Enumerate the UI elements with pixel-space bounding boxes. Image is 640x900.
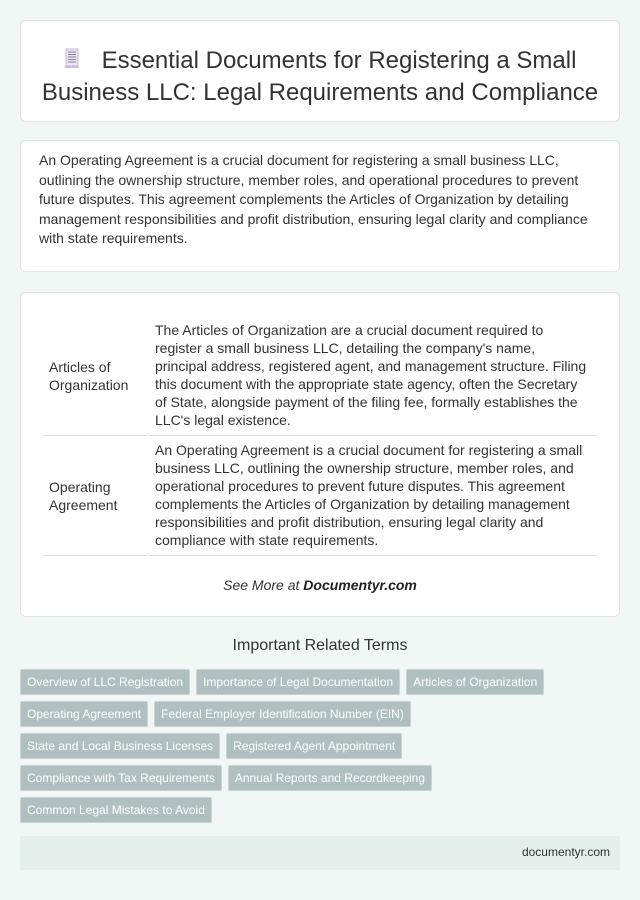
title-text: Essential Documents for Registering a Small Business LLC: Legal Requirements and Compliance bbox=[41, 47, 599, 106]
summary-text: An Operating Agreement is a crucial document for registering a small business LLC, outlining the ownership structure, member roles, and operational procedures to prevent future disputes. This agreement complements the Articles of Organization by detailing management responsibilities and profit distribution, ensuring legal clarity and compliance with state requirements. bbox=[39, 152, 588, 246]
documents-table-card bbox=[20, 292, 620, 617]
table-row bbox=[43, 436, 597, 556]
see-more-prefix: See More at bbox=[223, 577, 304, 593]
page-title bbox=[41, 45, 599, 109]
document-icon bbox=[64, 47, 80, 67]
description-cell: The Articles of Organization are a crucial document required to register a small business LLC, detailing the company's name, principal address, registered agent, and management structure. Filing this document with the appropriate state agency, often the Secretary of State, alongside payment of the filing fee, formally establishes the LLC's legal existence. bbox=[149, 316, 597, 436]
related-term-tag[interactable]: Common Legal Mistakes to Avoid bbox=[20, 797, 212, 823]
summary-card bbox=[20, 140, 620, 272]
related-term-tag[interactable]: Operating Agreement bbox=[20, 701, 148, 727]
documents-table bbox=[41, 316, 599, 556]
tag-row bbox=[20, 797, 620, 823]
related-term-tag[interactable]: Annual Reports and Recordkeeping bbox=[228, 765, 432, 791]
related-term-tag[interactable]: Compliance with Tax Requirements bbox=[20, 765, 222, 791]
description-cell: An Operating Agreement is a crucial document for registering a small business LLC, outlining the ownership structure, member roles, and operational procedures to prevent future disputes. This agreement complements the Articles of Organization by detailing management responsibilities and profit distribution, ensuring legal clarity and compliance with state requirements. bbox=[149, 436, 597, 556]
term-cell: Operating Agreement bbox=[43, 436, 147, 556]
header-card bbox=[20, 20, 620, 122]
related-term-tag[interactable]: Articles of Organization bbox=[406, 669, 544, 695]
tag-row bbox=[20, 701, 620, 727]
table-row bbox=[43, 316, 597, 436]
related-term-tag[interactable]: Registered Agent Appointment bbox=[226, 733, 402, 759]
footer-site-link[interactable]: documentyr.com bbox=[521, 845, 610, 859]
related-term-tag[interactable]: Federal Employer Identification Number (EIN) bbox=[154, 701, 411, 727]
related-terms-heading: Important Related Terms bbox=[232, 637, 408, 654]
related-term-tag[interactable]: State and Local Business Licenses bbox=[20, 733, 220, 759]
related-term-tag[interactable]: Importance of Legal Documentation bbox=[196, 669, 400, 695]
see-more bbox=[21, 577, 619, 593]
see-more-link[interactable]: Documentyr.com bbox=[303, 577, 417, 593]
term-cell: Articles of Organization bbox=[43, 316, 147, 436]
tag-row bbox=[20, 733, 620, 759]
tag-row bbox=[20, 765, 620, 791]
footer bbox=[20, 836, 620, 870]
related-terms-list bbox=[20, 669, 620, 829]
tag-row bbox=[20, 669, 620, 695]
related-term-tag[interactable]: Overview of LLC Registration bbox=[20, 669, 190, 695]
